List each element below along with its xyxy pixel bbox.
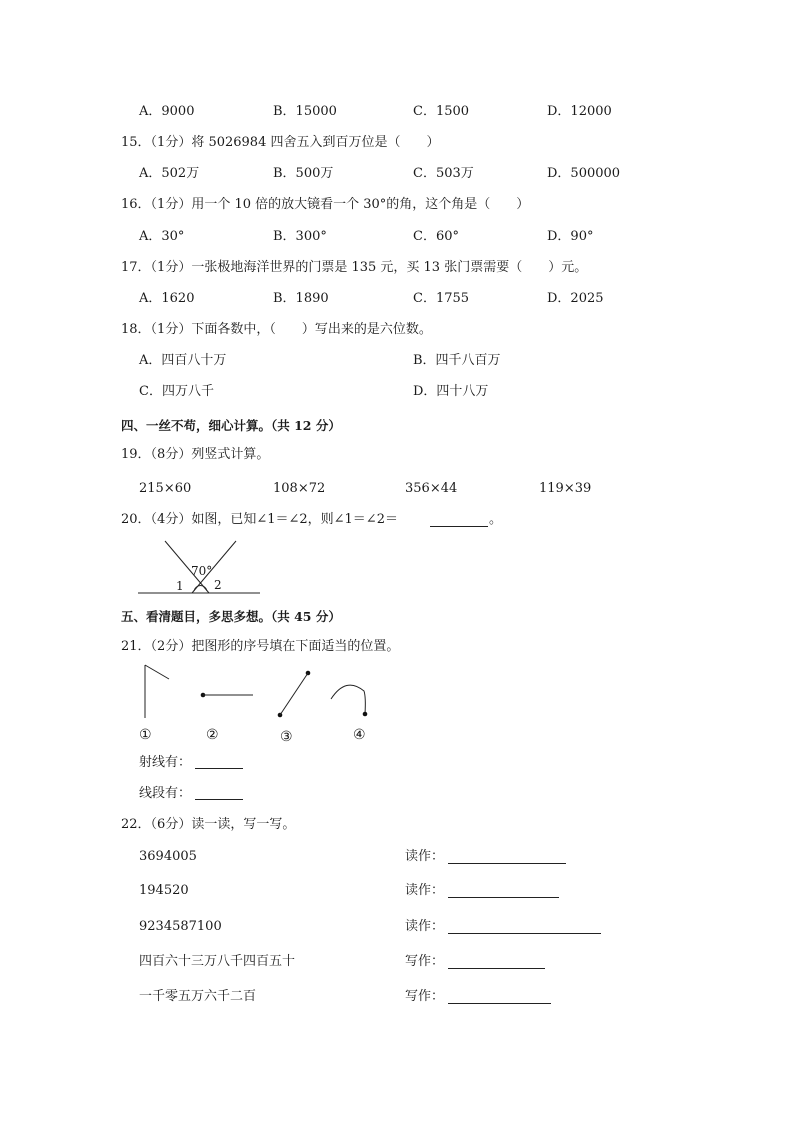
q22-answer-blank-1[interactable] [448,863,566,864]
q20-label-1: 1 [176,579,184,593]
q21-stem: 21．（2分）把图形的序号填在下面适当的位置。 [121,639,400,654]
q22-prompt-5: 写作： [405,989,445,1004]
q21-segment-answer-blank[interactable] [195,799,243,800]
q20-stem-end: 。 [489,512,503,527]
q19-expression-3: 356×44 [405,481,458,496]
q21-label-1: ① [139,727,152,743]
q22-answer-blank-2[interactable] [448,897,559,898]
q15-option-c: C．503万 [413,166,474,181]
q19-expression-4: 119×39 [539,481,592,496]
q21-figure-2-ray [201,693,253,698]
q20-label-2: 2 [214,578,222,592]
q15-option-a: A．502万 [139,166,200,181]
q22-prompt-1: 读作： [405,849,445,864]
q15-option-b: B．500万 [273,166,334,181]
q19-stem: 19．（8分）列竖式计算。 [121,447,270,462]
q16-option-c: C．60° [413,229,459,244]
q16-option-b: B．300° [273,229,327,244]
q22-item-3: 9234587100 [139,919,222,934]
q22-prompt-4: 写作： [405,954,445,969]
q22-prompt-3: 读作： [405,919,445,934]
q16-option-d: D．90° [547,229,594,244]
q21-ray-label: 射线有： [139,755,192,770]
q21-label-4: ④ [353,727,366,743]
q14-option-a: A．9000 [139,104,195,119]
q22-answer-blank-4[interactable] [448,968,545,969]
q17-option-c: C．1755 [413,291,470,306]
q16-stem: 16．（1分）用一个 10 倍的放大镜看一个 30°的角，这个角是（ ） [121,197,530,212]
q16-option-a: A．30° [139,229,185,244]
q22-item-4: 四百六十三万八千四百五十 [139,954,296,969]
q21-figure-3-segment [278,671,311,718]
q18-option-b: B．四千八百万 [413,353,501,368]
q15-option-d: D．500000 [547,166,621,181]
q19-expression-2: 108×72 [273,481,326,496]
q22-answer-blank-5[interactable] [448,1003,551,1004]
q22-item-5: 一千零五万六千二百 [139,989,257,1004]
q22-prompt-2: 读作： [405,883,445,898]
section-4-title: 四、一丝不苟，细心计算。（共 12 分） [121,418,341,433]
q21-label-2: ② [206,727,219,743]
q21-label-3: ③ [280,729,293,745]
q22-answer-blank-3[interactable] [448,933,601,934]
q18-option-a: A．四百八十万 [139,353,227,368]
q15-stem: 15．（1分）将 5026984 四舍五入到百万位是（ ） [121,135,440,150]
q22-stem: 22．（6分）读一读，写一写。 [121,817,296,832]
q14-option-d: D．12000 [547,104,612,119]
q17-option-d: D．2025 [547,291,604,306]
q17-option-a: A．1620 [139,291,195,306]
q20-stem: 20．（4分）如图，已知∠1＝∠2，则∠1＝∠2＝ [121,512,398,527]
q17-option-b: B．1890 [273,291,329,306]
q22-item-1: 3694005 [139,849,197,864]
q19-expression-1: 215×60 [139,481,192,496]
q22-item-2: 194520 [139,883,189,898]
section-5-title: 五、看清题目，多思多想。（共 45 分） [121,609,341,624]
q21-figure-4-arc [331,685,367,716]
q21-ray-answer-blank[interactable] [195,768,243,769]
q21-segment-label: 线段有： [139,786,192,801]
q14-option-b: B．15000 [273,104,337,119]
q18-option-c: C．四万八千 [139,384,214,399]
q18-option-d: D．四十八万 [413,384,489,399]
q18-stem: 18．（1分）下面各数中，（ ）写出来的是六位数。 [121,322,432,337]
q21-figure-1-angle [145,665,169,718]
q17-stem: 17．（1分）一张极地海洋世界的门票是 135 元，买 13 张门票需要（ ）元。 [121,260,588,275]
q20-angle-label: 70° [191,564,213,578]
q14-option-c: C．1500 [413,104,470,119]
